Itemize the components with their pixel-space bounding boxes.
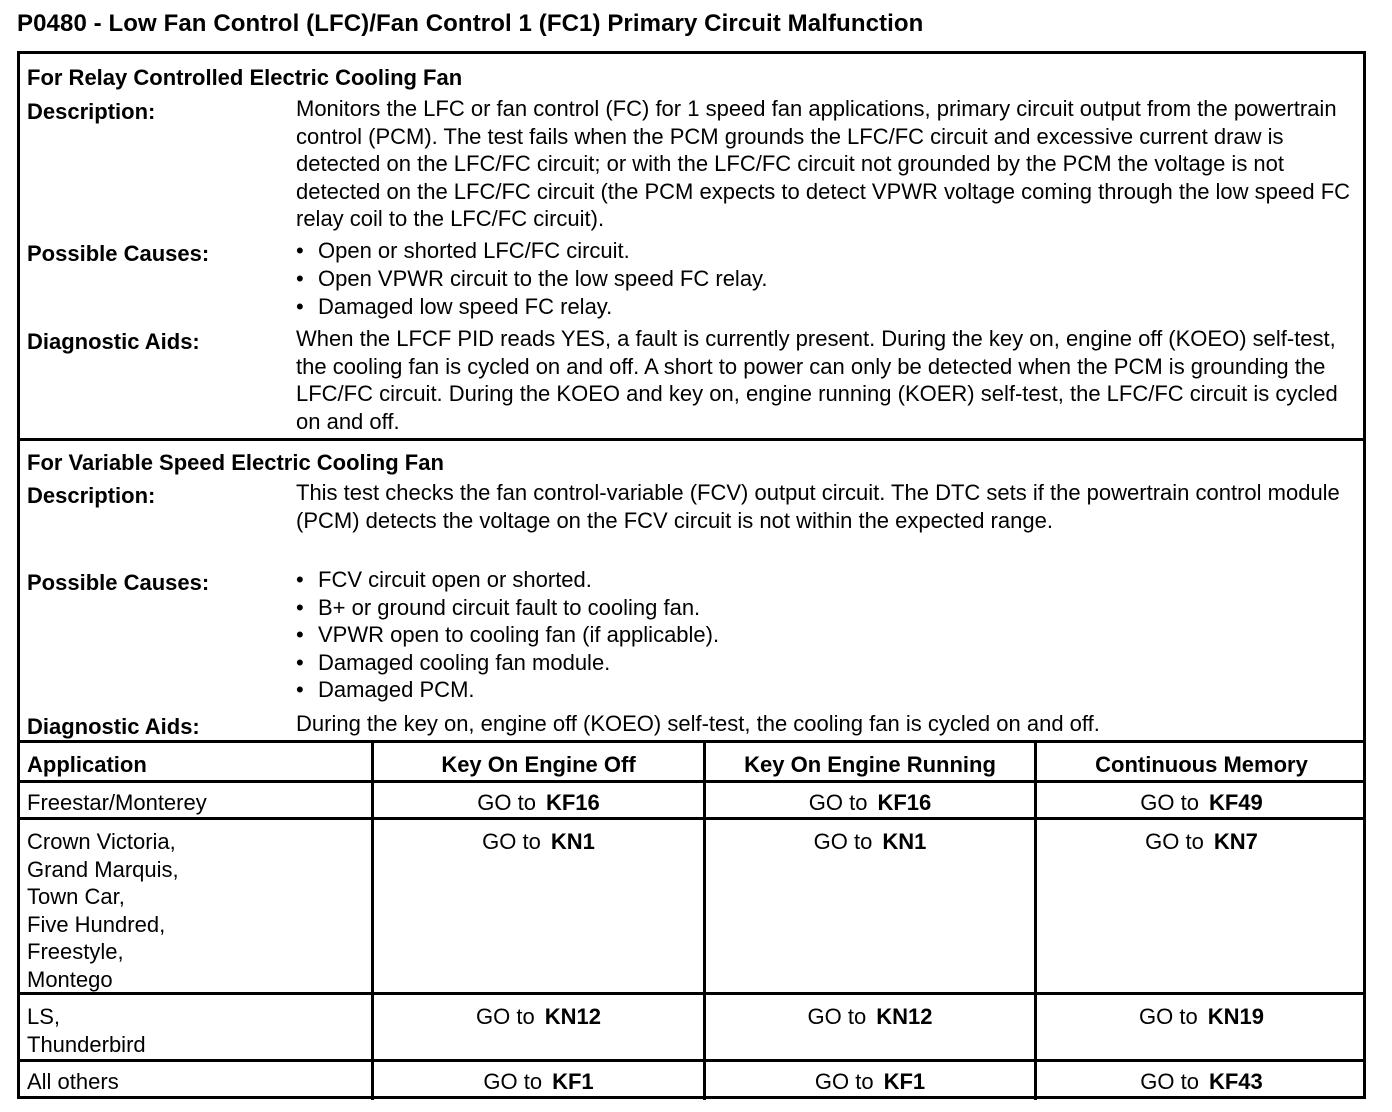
variable-aids-label: Diagnostic Aids: xyxy=(27,714,200,739)
row-divider xyxy=(20,817,1363,820)
header-koeo: Key On Engine Off xyxy=(441,752,636,777)
row-divider xyxy=(20,780,1363,783)
variable-description-text: This test checks the fan control-variable (FCV) output circuit. The DTC sets if the powertrain control module (PCM) detects the voltage on the FCV circuit is not within the expected range. xyxy=(296,480,1340,533)
koeo-cell: GO to KN12 xyxy=(476,1004,601,1029)
relay-causes-label: Possible Causes: xyxy=(27,241,210,266)
application-cell: LS, Thunderbird xyxy=(27,1004,146,1057)
koeo-cell: GO to KF1 xyxy=(483,1069,594,1094)
koeo-cell: GO to KN1 xyxy=(482,829,595,854)
variable-causes-label: Possible Causes: xyxy=(27,570,210,595)
cm-cell: GO to KN19 xyxy=(1139,1004,1264,1029)
koeo-cell: GO to KF16 xyxy=(477,790,600,815)
header-koer: Key On Engine Running xyxy=(744,752,996,777)
koer-cell: GO to KN12 xyxy=(807,1004,933,1029)
variable-section-heading: For Variable Speed Electric Cooling Fan xyxy=(27,450,444,475)
cm-cell: GO to KF43 xyxy=(1140,1069,1263,1094)
relay-section-heading: For Relay Controlled Electric Cooling Fan xyxy=(27,65,463,90)
cm-cell: GO to KF49 xyxy=(1140,790,1263,815)
header-continuous-memory: Continuous Memory xyxy=(1095,752,1308,777)
relay-aids-label: Diagnostic Aids: xyxy=(27,329,200,354)
list-item: • Damaged PCM. xyxy=(296,676,475,704)
relay-description-label: Description: xyxy=(27,99,156,124)
table-top-border xyxy=(20,740,1363,743)
page-title: P0480 - Low Fan Control (LFC)/Fan Control 1 (FC1) Primary Circuit Malfunction xyxy=(17,10,924,37)
variable-aids-text: During the key on, engine off (KOEO) self-test, the cooling fan is cycled on and off. xyxy=(296,711,1100,736)
application-cell: All others xyxy=(27,1069,119,1094)
list-item: • B+ or ground circuit fault to cooling fan. xyxy=(296,594,700,622)
koer-cell: GO to KF16 xyxy=(808,790,932,815)
relay-description-text: Monitors the LFC or fan control (FC) for 1 speed fan applications, primary circuit output from the powertrain control (PCM). The test fails when the PCM grounds the LFC/FC circuit and excessive current draw is detected on the LFC/FC circuit; or with the LFC/FC circuit not grounded by the PCM the voltage is not detected on the LFC/FC circuit (the PCM expects to detect VPWR voltage coming through the low speed FC relay coil to the LFC/FC circuit). xyxy=(296,96,1351,231)
cm-cell: GO to KN7 xyxy=(1145,829,1258,854)
application-cell: Crown Victoria, Grand Marquis, Town Car, Five Hundred, Freestyle, Montego xyxy=(27,829,179,992)
header-application: Application xyxy=(27,752,147,777)
row-divider xyxy=(20,992,1363,995)
row-divider xyxy=(20,1059,1363,1062)
koer-cell: GO to KF1 xyxy=(814,1069,926,1094)
section-divider xyxy=(20,438,1363,441)
dtc-panel xyxy=(17,51,1366,1099)
list-item: • VPWR open to cooling fan (if applicable). xyxy=(296,621,719,649)
variable-description-label: Description: xyxy=(27,483,156,508)
list-item: • Damaged cooling fan module. xyxy=(296,649,610,677)
list-item: • Open VPWR circuit to the low speed FC relay. xyxy=(296,265,768,293)
list-item: • Open or shorted LFC/FC circuit. xyxy=(296,237,630,265)
relay-aids-text: When the LFCF PID reads YES, a fault is currently present. During the key on, engine off (KOEO) self-test, the cooling fan is cycled on and off. A short to power can only be detected when the PCM is grounding the LFC/FC circuit. During the KOEO and key on, engine running (KOER) self-test, the LFC/FC circuit is cycled on and off. xyxy=(296,326,1338,434)
koer-cell: GO to KN1 xyxy=(813,829,927,854)
list-item: • FCV circuit open or shorted. xyxy=(296,566,592,594)
list-item: • Damaged low speed FC relay. xyxy=(296,293,612,321)
application-cell: Freestar/Monterey xyxy=(27,790,207,815)
